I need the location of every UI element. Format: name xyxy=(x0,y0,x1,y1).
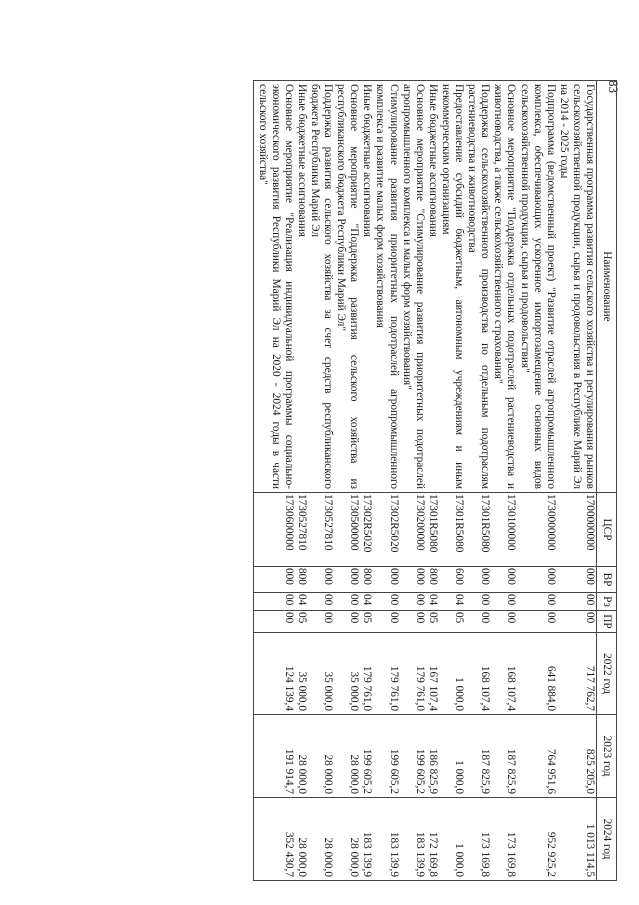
cell-y2022: 35 000,0 xyxy=(295,633,308,715)
header-row xyxy=(597,81,617,881)
cell-y2024: 173 169,8 xyxy=(491,798,517,881)
cell-rz: 00 xyxy=(373,593,399,611)
cell-csr: 1730527810 xyxy=(308,493,334,567)
cell-csr: 1730500000 xyxy=(334,493,360,567)
cell-csr: 1700000000 xyxy=(557,493,597,567)
cell-rz: 00 xyxy=(491,593,517,611)
cell-vr: 000 xyxy=(557,567,597,593)
cell-y2022: 124 139,4 xyxy=(253,633,295,715)
cell-y2022: 1 000,0 xyxy=(439,633,465,715)
cell-pr: 05 xyxy=(360,611,373,633)
table-row xyxy=(426,81,439,881)
cell-y2023: 1 000,0 xyxy=(439,715,465,798)
cell-name: Стимулирование развития приоритетных подотраслей агропромышленного комплекса и развитие малых форм хозяйствования xyxy=(373,81,399,493)
cell-csr: 1730600000 xyxy=(253,493,295,567)
cell-pr: 05 xyxy=(439,611,465,633)
cell-rz: 00 xyxy=(517,593,556,611)
cell-vr: 000 xyxy=(334,567,360,593)
cell-name: Поддержка сельскохозяйственного производства по отдельным подотраслям растениеводства и животноводства xyxy=(465,81,491,493)
cell-y2024: 952 925,2 xyxy=(517,798,556,881)
cell-y2023: 186 825,9 xyxy=(426,715,439,798)
cell-y2022: 179 761,0 xyxy=(373,633,399,715)
table-row xyxy=(557,81,597,881)
header-2022: 2022 год xyxy=(597,633,617,715)
cell-name: Иные бюджетные ассигнования xyxy=(426,81,439,493)
table-row xyxy=(465,81,491,881)
header-pr: ПР xyxy=(597,611,617,633)
cell-y2022: 168 107,4 xyxy=(465,633,491,715)
cell-rz: 00 xyxy=(253,593,295,611)
cell-pr: 00 xyxy=(517,611,556,633)
cell-name: Основное мероприятие "Поддержка развития сельского хозяйства из республиканского бюджета Республики Марий Эл" xyxy=(334,81,360,493)
cell-rz: 04 xyxy=(295,593,308,611)
cell-y2023: 191 914,7 xyxy=(253,715,295,798)
header-2024: 2024 год xyxy=(597,798,617,881)
cell-y2024: 183 139,9 xyxy=(373,798,399,881)
cell-y2023: 825 205,0 xyxy=(557,715,597,798)
cell-y2024: 28 000,0 xyxy=(295,798,308,881)
cell-csr: 17302R5020 xyxy=(360,493,373,567)
header-rz: Рз xyxy=(597,593,617,611)
cell-rz: 04 xyxy=(426,593,439,611)
cell-name: Основное мероприятие "Стимулирование развития приоритетных подотраслей агропромышленного комплекса и малых форм хозяйствования" xyxy=(400,81,426,493)
cell-vr: 000 xyxy=(253,567,295,593)
header-vr: ВР xyxy=(597,567,617,593)
cell-pr: 00 xyxy=(373,611,399,633)
header-2023: 2023 год xyxy=(597,715,617,798)
cell-y2023: 199 605,2 xyxy=(360,715,373,798)
cell-csr: 17301R5080 xyxy=(465,493,491,567)
cell-rz: 00 xyxy=(400,593,426,611)
cell-y2022: 35 000,0 xyxy=(334,633,360,715)
cell-vr: 800 xyxy=(360,567,373,593)
cell-vr: 000 xyxy=(491,567,517,593)
cell-y2023: 187 825,9 xyxy=(491,715,517,798)
cell-y2024: 1 000,0 xyxy=(439,798,465,881)
cell-rz: 00 xyxy=(334,593,360,611)
cell-y2024: 352 430,7 xyxy=(253,798,295,881)
cell-y2024: 172 169,8 xyxy=(426,798,439,881)
cell-name: Поддержка развития сельского хозяйства за счет средств республиканского бюджета Республики Марий Эл xyxy=(308,81,334,493)
table-row xyxy=(439,81,465,881)
cell-y2023: 199 605,2 xyxy=(400,715,426,798)
cell-y2023: 28 000,0 xyxy=(308,715,334,798)
table-row xyxy=(253,81,295,881)
cell-y2022: 179 761,0 xyxy=(400,633,426,715)
cell-y2022: 179 761,0 xyxy=(360,633,373,715)
rotated-budget-table xyxy=(112,80,617,880)
cell-csr: 1730527810 xyxy=(295,493,308,567)
cell-pr: 00 xyxy=(557,611,597,633)
cell-vr: 800 xyxy=(426,567,439,593)
cell-y2024: 173 169,8 xyxy=(465,798,491,881)
header-csr: ЦСР xyxy=(597,493,617,567)
header-name: Наименование xyxy=(597,81,617,493)
cell-csr: 1730100000 xyxy=(491,493,517,567)
cell-csr: 1730200000 xyxy=(400,493,426,567)
cell-y2023: 28 000,0 xyxy=(295,715,308,798)
table-row xyxy=(373,81,399,881)
cell-y2022: 717 762,7 xyxy=(557,633,597,715)
cell-rz: 00 xyxy=(308,593,334,611)
cell-vr: 000 xyxy=(465,567,491,593)
table-row xyxy=(334,81,360,881)
cell-pr: 00 xyxy=(253,611,295,633)
cell-vr: 000 xyxy=(400,567,426,593)
budget-table xyxy=(253,80,617,881)
cell-vr: 800 xyxy=(295,567,308,593)
cell-rz: 00 xyxy=(557,593,597,611)
cell-y2024: 1 013 114,5 xyxy=(557,798,597,881)
table-row xyxy=(295,81,308,881)
table-row xyxy=(517,81,556,881)
cell-rz: 04 xyxy=(439,593,465,611)
table-row xyxy=(308,81,334,881)
cell-y2024: 28 000,0 xyxy=(308,798,334,881)
table-row xyxy=(360,81,373,881)
cell-name: Иные бюджетные ассигнования xyxy=(295,81,308,493)
cell-pr: 05 xyxy=(426,611,439,633)
cell-name: Предоставление субсидий бюджетным, автономным учреждениям и иным некоммерческим организациям xyxy=(439,81,465,493)
cell-rz: 00 xyxy=(465,593,491,611)
cell-pr: 00 xyxy=(465,611,491,633)
cell-y2024: 28 000,0 xyxy=(334,798,360,881)
cell-y2022: 168 107,4 xyxy=(491,633,517,715)
cell-vr: 000 xyxy=(517,567,556,593)
cell-y2023: 28 000,0 xyxy=(334,715,360,798)
cell-name: Подпрограмма (ведомственный проект) "Развитие отраслей агропромышленного комплекса, обеспечивающих ускоренное импортозамещение основных видов сельскохозяйственной продукции, сырья и продовольствия" xyxy=(517,81,556,493)
cell-y2024: 183 139,9 xyxy=(360,798,373,881)
cell-y2022: 167 107,4 xyxy=(426,633,439,715)
cell-y2022: 35 000,0 xyxy=(308,633,334,715)
cell-pr: 00 xyxy=(400,611,426,633)
cell-vr: 000 xyxy=(373,567,399,593)
cell-name: Основное мероприятие "Реализация индивидуальной программы социально-экономического развития Республики Марий Эл на 2020 - 2024 годы в части сельского хозяйства" xyxy=(253,81,295,493)
cell-csr: 17301R5080 xyxy=(426,493,439,567)
cell-vr: 000 xyxy=(308,567,334,593)
cell-pr: 00 xyxy=(308,611,334,633)
cell-name: Основное мероприятие "Поддержка отдельных подотраслей растениеводства и животноводства, а также сельскохозяйственного страхования" xyxy=(491,81,517,493)
cell-y2024: 183 139,9 xyxy=(400,798,426,881)
cell-name: Государственная программа развития сельского хозяйства и регулирования рынков сельскохозяйственной продукции, сырья и продовольствия в Республике Марий Эл на 2014 - 2025 годы xyxy=(557,81,597,493)
cell-name: Иные бюджетные ассигнования xyxy=(360,81,373,493)
cell-csr: 1730000000 xyxy=(517,493,556,567)
cell-y2023: 764 951,6 xyxy=(517,715,556,798)
cell-rz: 04 xyxy=(360,593,373,611)
cell-csr: 17302R5020 xyxy=(373,493,399,567)
page-number: 83 xyxy=(606,80,621,93)
table-row xyxy=(491,81,517,881)
cell-pr: 05 xyxy=(295,611,308,633)
cell-vr: 600 xyxy=(439,567,465,593)
cell-csr: 17301R5080 xyxy=(439,493,465,567)
cell-pr: 00 xyxy=(491,611,517,633)
table-row xyxy=(400,81,426,881)
cell-y2022: 641 884,0 xyxy=(517,633,556,715)
cell-y2023: 199 605,2 xyxy=(373,715,399,798)
cell-y2023: 187 825,9 xyxy=(465,715,491,798)
cell-pr: 00 xyxy=(334,611,360,633)
